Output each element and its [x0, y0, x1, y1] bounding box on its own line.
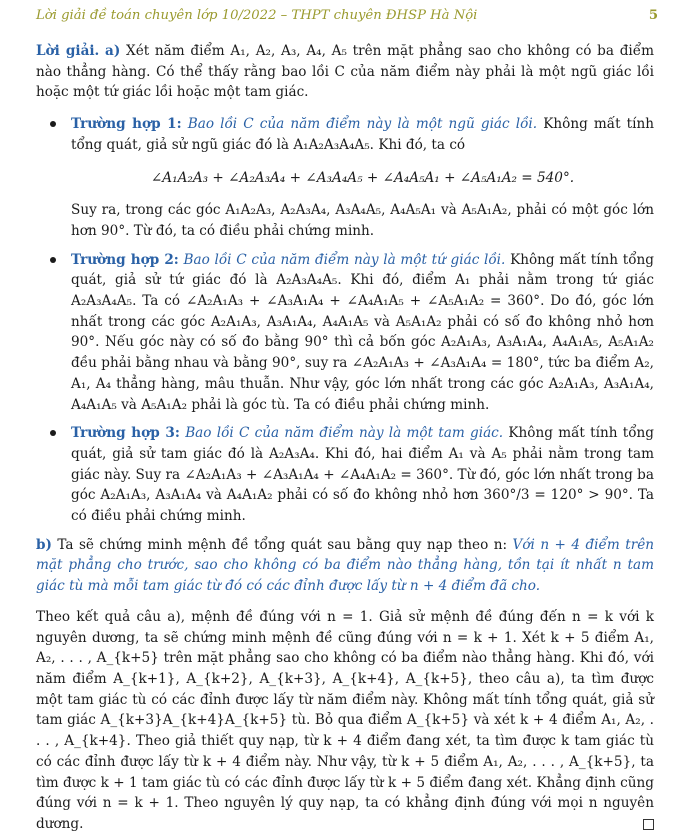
- case-1-formula: ∠A₁A₂A₃ + ∠A₂A₃A₄ + ∠A₃A₄A₅ + ∠A₄A₅A₁ + ∠A₅A₁A₂ = 540°.: [150, 169, 575, 186]
- header-title: Lời giải đề toán chuyên lớp 10/2022 – THPT chuyên ĐHSP Hà Nội: [36, 8, 478, 23]
- page-header: [36, 6, 658, 28]
- intro-paragraph: [36, 41, 654, 103]
- case-1-title-italic: Bao lồi C của năm điểm này là một ngũ giác lồi.: [187, 116, 538, 133]
- case-1-text: Không mất tính tổng quát, giả sử ngũ giác đó là A₁A₂A₃A₄A₅. Khi đó, ta có: [71, 116, 655, 153]
- induction-text: Theo kết quả câu a), mệnh đề đúng với n = 1. Giả sử mệnh đề đúng đến n = k với k nguyên dương, ta sẽ chứng minh mệnh đề cũng đúng với n = k + 1. Xét k + 5 điểm A₁, A₂, . . . , A_{k+5} trên mặt phẳng sao cho không có ba điểm nào thẳng hàng. Khi đó, với năm điểm A_{k+1}, A_{k+2}, A_{k+3}, A_{k+4}, A_{k+5}, theo câu a), ta tìm được một tam giác tù có các đỉnh được lấy từ năm điểm này. Không mất tính tổng quát, giả sử tam giác A_{k+3}A_{k+4}A_{k+5} tù. Bỏ qua điểm A_{k+5} và xét k + 4 điểm A₁, A₂, . . . , A_{k+4}. Theo giả thiết quy nạp, từ k + 4 điểm đang xét, ta tìm được k tam giác tù có các đỉnh được lấy từ k + 4 điểm này. Như vậy, từ k + 5 điểm A₁, A₂, . . . , A_{k+5}, ta tìm được k + 1 tam giác tù có các đỉnh được lấy từ k + 5 điểm đang xét. Khẳng định cũng đúng với n = k + 1. Theo nguyên lý quy nạp, ta có khẳng định đúng với mọi n nguyên dương.: [36, 608, 654, 832]
- case-2-title-italic: Bao lồi C của năm điểm này là một tứ giác lồi.: [183, 251, 506, 268]
- case-1-conclusion: Suy ra, trong các góc A₁A₂A₃, A₂A₃A₄, A₃A₄A₅, A₄A₅A₁ và A₅A₁A₂, phải có một góc lớn hơn 90°. Từ đó, ta có điều phải chứng minh.: [71, 202, 654, 239]
- part-b-text: Ta sẽ chứng minh mệnh đề tổng quát sau bằng quy nạp theo n:: [57, 536, 508, 553]
- case-2-text: Không mất tính tổng quát, giả sử tứ giác đó là A₂A₃A₄A₅. Khi đó, điểm A₁ phải nằm trong tứ giác A₂A₃A₄A₅. Ta có ∠A₂A₁A₃ + ∠A₃A₁A₄ + ∠A₄A₁A₅ + ∠A₅A₁A₂ = 360°. Do đó, góc lớn nhất trong các góc A₂A₁A₃, A₃A₁A₄, A₄A₁A₅ và A₅A₁A₂ phải có số đo không nhỏ hơn 90°. Nếu góc này có số đo bằng 90° thì cả bốn góc A₂A₁A₃, A₃A₁A₄, A₄A₁A₅, A₅A₁A₂ đều phải bằng nhau và bằng 90°, suy ra ∠A₂A₁A₃ + ∠A₃A₁A₄ = 180°, tức ba điểm A₂, A₁, A₄ thẳng hàng, mâu thuẫn. Như vậy, góc lớn nhất trong các góc A₂A₁A₃, A₃A₁A₄, A₄A₁A₅ và A₅A₁A₂ phải là góc tù. Ta có điều phải chứng minh.: [71, 251, 654, 413]
- induction-paragraph: [36, 607, 654, 835]
- case-3: [71, 423, 654, 527]
- bullet-icon: [50, 430, 56, 436]
- case-1-title: Trường hợp 1:: [71, 116, 182, 133]
- qed-box-icon: [643, 819, 654, 830]
- part-b-paragraph: [36, 535, 654, 597]
- case-3-title: Trường hợp 3:: [71, 425, 180, 442]
- bullet-icon: [50, 257, 56, 263]
- part-b-statement: Với n + 4 điểm trên mặt phẳng cho trước, sao cho không có ba điểm nào thẳng hàng, tồn tại ít nhất n tam giác tù mà mỗi tam giác từ đó có các đỉnh được lấy từ n + 4 điểm đã cho.: [36, 536, 654, 595]
- part-a-label: a): [105, 43, 121, 59]
- solution-label: Lời giải.: [36, 43, 100, 59]
- page-number: 5: [648, 8, 658, 23]
- intro-text: Xét năm điểm A₁, A₂, A₃, A₄, A₅ trên mặt phẳng sao cho không có ba điểm nào thẳng hàng. Có thể thấy rằng bao lồi C của năm điểm này phải là một ngũ giác lồi hoặc một tứ giác lồi hoặc một tam giác.: [36, 43, 654, 101]
- case-3-title-italic: Bao lồi C của năm điểm này là một tam giác.: [185, 425, 504, 442]
- bullet-icon: [50, 121, 56, 127]
- case-2: [71, 250, 654, 416]
- case-list: [71, 114, 654, 527]
- case-2-title: Trường hợp 2:: [71, 251, 179, 268]
- case-3-text: Không mất tính tổng quát, giả sử tam giác đó là A₂A₃A₄. Khi đó, hai điểm A₁ và A₅ phải nằm trong tam giác này. Suy ra ∠A₂A₁A₃ + ∠A₃A₁A₄ + ∠A₄A₁A₂ = 360°. Từ đó, góc lớn nhất trong ba góc A₂A₁A₃, A₃A₁A₄ và A₄A₁A₂ phải có số đo không nhỏ hơn 360°/3 = 120° > 90°. Ta có điều phải chứng minh.: [71, 425, 654, 525]
- part-b-label: b): [36, 536, 52, 553]
- solution-body: [36, 41, 654, 835]
- case-1: [71, 114, 654, 242]
